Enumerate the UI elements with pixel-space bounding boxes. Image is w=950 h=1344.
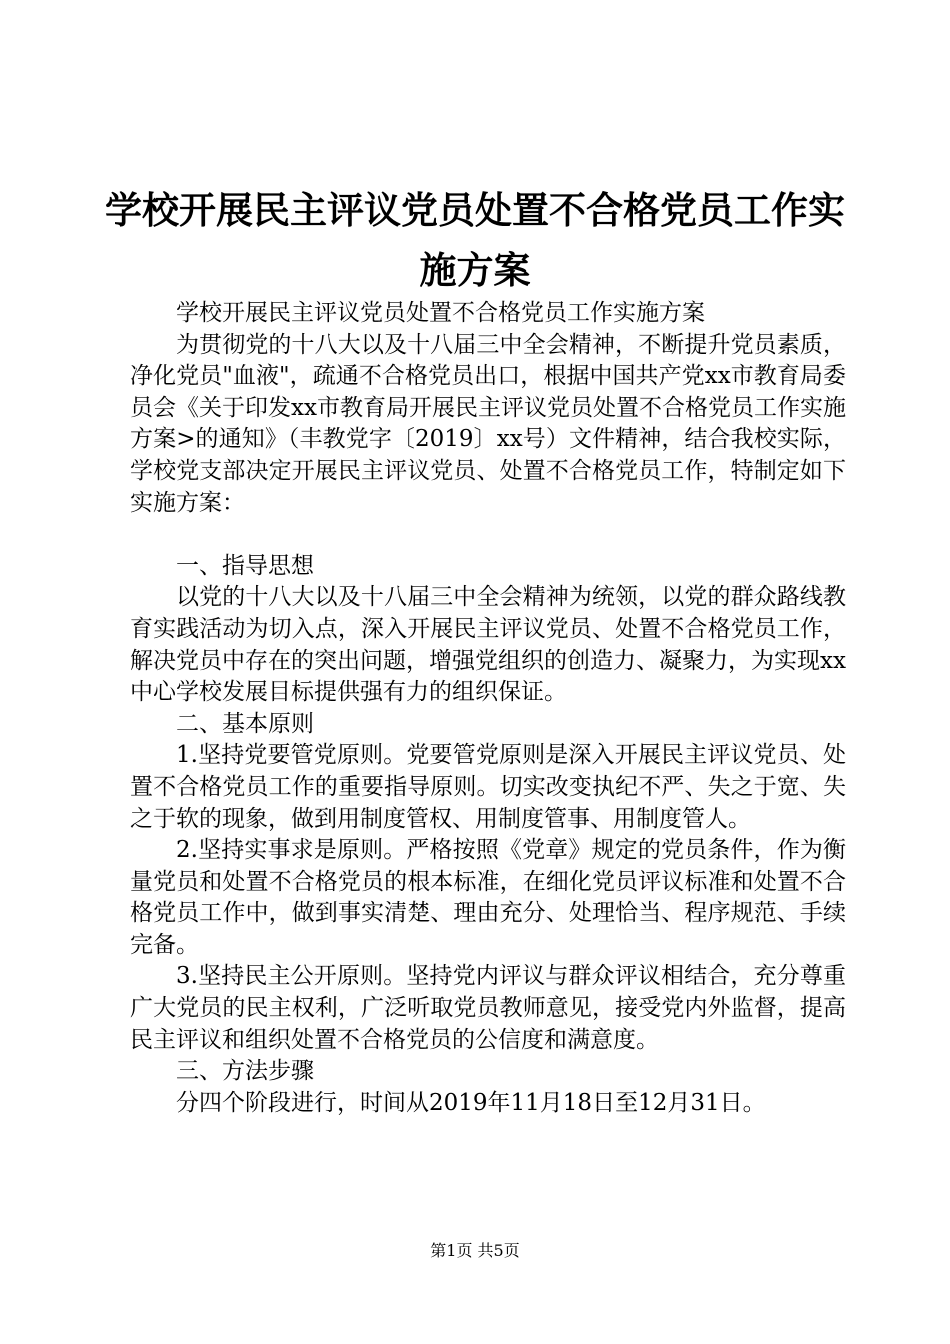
methods-steps-paragraph: 分四个阶段进行，时间从2019年11月18日至12月31日。: [176, 1089, 766, 1116]
guiding-ideology-paragraph: 以党的十八大以及十八届三中全会精神为统领，以党的群众路线教育实践活动为切入点，深入开展民主评议党员、处置不合格党员工作，解决党员中存在的突出问题，增强党组织的创造力、凝聚力，为实现xx中心学校发展目标提供强有力的组织保证。: [130, 584, 846, 706]
document-title-line-2: 施方案: [419, 248, 531, 292]
principle-1-paragraph: 1.坚持党要管党原则。党要管党原则是深入开展民主评议党员、处置不合格党员工作的重要指导原则。切实改变执纪不严、失之于宽、失之于软的现象，做到用制度管权、用制度管事、用制度管人。: [130, 742, 846, 832]
subtitle-paragraph: 学校开展民主评议党员处置不合格党员工作实施方案: [176, 300, 705, 326]
section-heading-methods-steps: 三、方法步骤: [176, 1058, 314, 1085]
intro-paragraph: 为贯彻党的十八大以及十八届三中全会精神，不断提升党员素质，净化党员"血液"，疏通不合格党员出口，根据中国共产党xx市教育局委员会《关于印发xx市教育局开展民主评议党员处置不合格党员工作实施方案>的通知》（丰教党字〔2019〕xx号）文件精神，结合我校实际，学校党支部决定开展民主评议党员、处置不合格党员工作，特制定如下实施方案：: [130, 331, 846, 516]
document-body: [130, 298, 846, 1119]
section-heading-guiding-ideology: 一、指导思想: [176, 552, 314, 579]
section-heading-basic-principles: 二、基本原则: [176, 710, 314, 737]
principle-2-paragraph: 2.坚持实事求是原则。严格按照《党章》规定的党员条件，作为衡量党员和处置不合格党员的根本标准，在细化党员评议标准和处置不合格党员工作中，做到事实清楚、理由充分、处理恰当、程序规范、手续完备。: [130, 837, 846, 958]
principle-3-paragraph: 3.坚持民主公开原则。坚持党内评议与群众评议相结合，充分尊重广大党员的民主权利，广泛听取党员教师意见，接受党内外监督，提高民主评议和组织处置不合格党员的公信度和满意度。: [130, 963, 846, 1053]
page-footer: 第1页 共5页: [430, 1241, 520, 1260]
document-title-line-1: 学校开展民主评议党员处置不合格党员工作实: [105, 188, 845, 232]
